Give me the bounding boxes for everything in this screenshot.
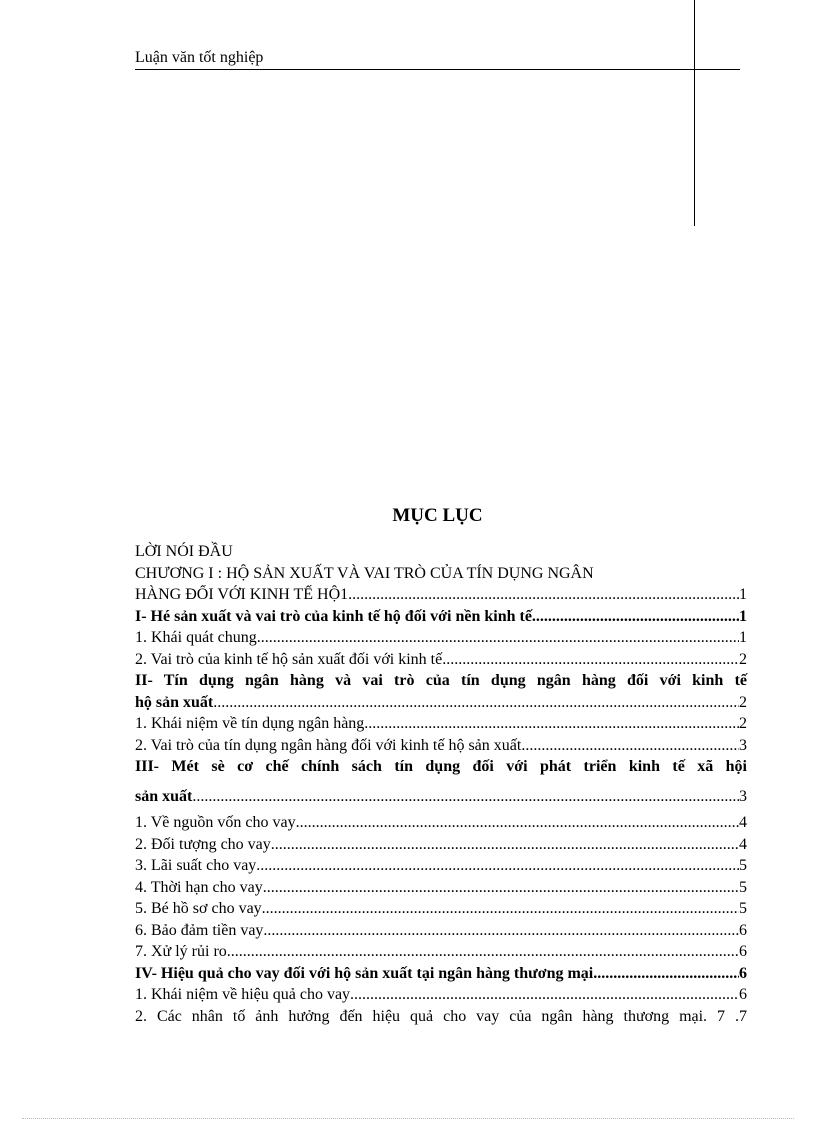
toc-page-number: 1 bbox=[739, 586, 747, 603]
toc-entry-text: IV- Hiệu quả cho vay đối với hộ sản xuất tại ngân hàng thương mại. bbox=[135, 964, 598, 982]
page-bottom-dotted-line bbox=[22, 1118, 794, 1119]
dot-leader bbox=[262, 899, 739, 919]
toc-entry-2-1[interactable] bbox=[135, 714, 747, 736]
dot-leader bbox=[227, 942, 739, 962]
toc-entry-chapter1-line2[interactable] bbox=[135, 585, 747, 607]
dot-leader bbox=[442, 650, 739, 670]
toc-page-number: 2 bbox=[739, 715, 747, 732]
toc-entry-text: 2. Vai trò của tín dụng ngân hàng đối với kinh tế hộ sản xuất bbox=[135, 736, 522, 754]
toc-entry-text: 3. Lãi suất cho vay bbox=[135, 857, 257, 874]
dot-leader bbox=[256, 856, 739, 876]
toc-page-number: 1 bbox=[739, 629, 747, 646]
toc-entry-3-1[interactable] bbox=[135, 813, 747, 835]
toc-entry-preface[interactable]: LỜI NÓI ĐẦU bbox=[135, 543, 233, 560]
toc-entry-text: sản xuất bbox=[135, 788, 193, 805]
toc-page-number: 2 bbox=[739, 650, 747, 668]
toc-entry-3-6[interactable] bbox=[135, 921, 747, 943]
toc-entry-section1[interactable] bbox=[135, 607, 747, 629]
dot-leader bbox=[350, 985, 739, 1005]
dot-leader bbox=[296, 813, 739, 833]
margin-rule-line bbox=[694, 0, 695, 226]
dot-leader bbox=[532, 607, 739, 627]
toc-page-number: 3 bbox=[739, 736, 747, 754]
dot-leader bbox=[521, 736, 739, 756]
toc-entry-section3-line1[interactable]: III- Mét sè cơ chế chính sách tín dụng đối với phát triển kinh tế xã hội bbox=[135, 758, 747, 775]
toc-entry-text: 1. Về nguồn vốn cho vay bbox=[135, 814, 296, 831]
toc-page-number: 6 bbox=[739, 964, 747, 982]
dot-leader bbox=[257, 628, 739, 648]
toc-entry-1-2[interactable] bbox=[135, 650, 747, 672]
toc-entry-text: 2. Vai trò của kinh tế hộ sản xuất đối với kinh tế bbox=[135, 650, 443, 668]
toc-entry-text: 2. Đối tượng cho vay bbox=[135, 835, 271, 853]
toc-entry-3-5[interactable] bbox=[135, 899, 747, 921]
toc-entry-text: 7. Xử lý rủi ro bbox=[135, 943, 227, 960]
toc-page-number: 2 bbox=[739, 693, 747, 711]
toc-page-number: 4 bbox=[739, 835, 747, 853]
dot-leader bbox=[263, 878, 739, 898]
dot-leader bbox=[271, 835, 739, 855]
toc-page-number: 3 bbox=[739, 788, 747, 805]
table-of-contents bbox=[135, 542, 747, 1028]
toc-entry-section2-line2[interactable] bbox=[135, 693, 747, 715]
toc-page-number: 6 bbox=[739, 943, 747, 960]
toc-entry-text: 1. Khái niệm về hiệu quả cho vay bbox=[135, 986, 351, 1003]
toc-entry-text: 1. Khái niệm về tín dụng ngân hàng bbox=[135, 715, 365, 732]
toc-entry-3-2[interactable] bbox=[135, 835, 747, 857]
dot-leader bbox=[364, 714, 739, 734]
toc-entry-4-1[interactable] bbox=[135, 985, 747, 1007]
toc-entry-text: I- Hé sản xuất và vai trò của kinh tế hộ đối với nền kinh tế bbox=[135, 607, 532, 625]
dot-leader bbox=[263, 921, 739, 941]
toc-page-number: 6 bbox=[739, 986, 747, 1003]
toc-entry-text: 5. Bé hồ sơ cho vay bbox=[135, 900, 262, 917]
toc-entry-section2-line1[interactable]: II- Tín dụng ngân hàng và vai trò của tín dụng ngân hàng đối với kinh tế bbox=[135, 672, 747, 689]
toc-entry-2-2[interactable] bbox=[135, 736, 747, 758]
toc-page-number: 5 bbox=[739, 900, 747, 917]
dot-leader bbox=[213, 693, 739, 713]
toc-entry-3-4[interactable] bbox=[135, 878, 747, 900]
toc-page-number: 6 bbox=[739, 921, 747, 939]
toc-entry-chapter1-line1[interactable]: CHƯƠNG I : HỘ SẢN XUẤT VÀ VAI TRÒ CỦA TÍN DỤNG NGÂN bbox=[135, 564, 594, 582]
toc-entry-text: 1. Khái quát chung bbox=[135, 629, 257, 646]
toc-page-number: 4 bbox=[739, 814, 747, 831]
toc-entry-section4[interactable] bbox=[135, 964, 747, 986]
toc-page-number: 5 bbox=[739, 857, 747, 874]
toc-entry-section3-line2[interactable] bbox=[135, 787, 747, 813]
dot-leader bbox=[192, 787, 739, 807]
running-header: Luận văn tốt nghiệp bbox=[135, 48, 740, 70]
toc-entry-text: hộ sản xuất bbox=[135, 693, 214, 711]
toc-entry-text: HÀNG ĐỐI VỚI KINH TẾ HỘ1 bbox=[135, 586, 349, 603]
toc-title: MỤC LỤC bbox=[392, 505, 483, 526]
toc-entry-1-1[interactable] bbox=[135, 628, 747, 650]
toc-entry-4-2[interactable]: 2. Các nhân tố ảnh hưởng đến hiệu quả cho vay của ngân hàng thương mại. 7 .7 bbox=[135, 1007, 747, 1025]
dot-leader bbox=[597, 964, 739, 984]
dot-leader bbox=[348, 585, 739, 605]
toc-entry-text: 6. Bảo đảm tiền vay bbox=[135, 921, 264, 939]
toc-page-number: 5 bbox=[739, 878, 747, 896]
toc-entry-3-3[interactable] bbox=[135, 856, 747, 878]
toc-entry-3-7[interactable] bbox=[135, 942, 747, 964]
toc-page-number: 1 bbox=[739, 607, 747, 625]
toc-entry-text: 4. Thời hạn cho vay bbox=[135, 878, 263, 896]
